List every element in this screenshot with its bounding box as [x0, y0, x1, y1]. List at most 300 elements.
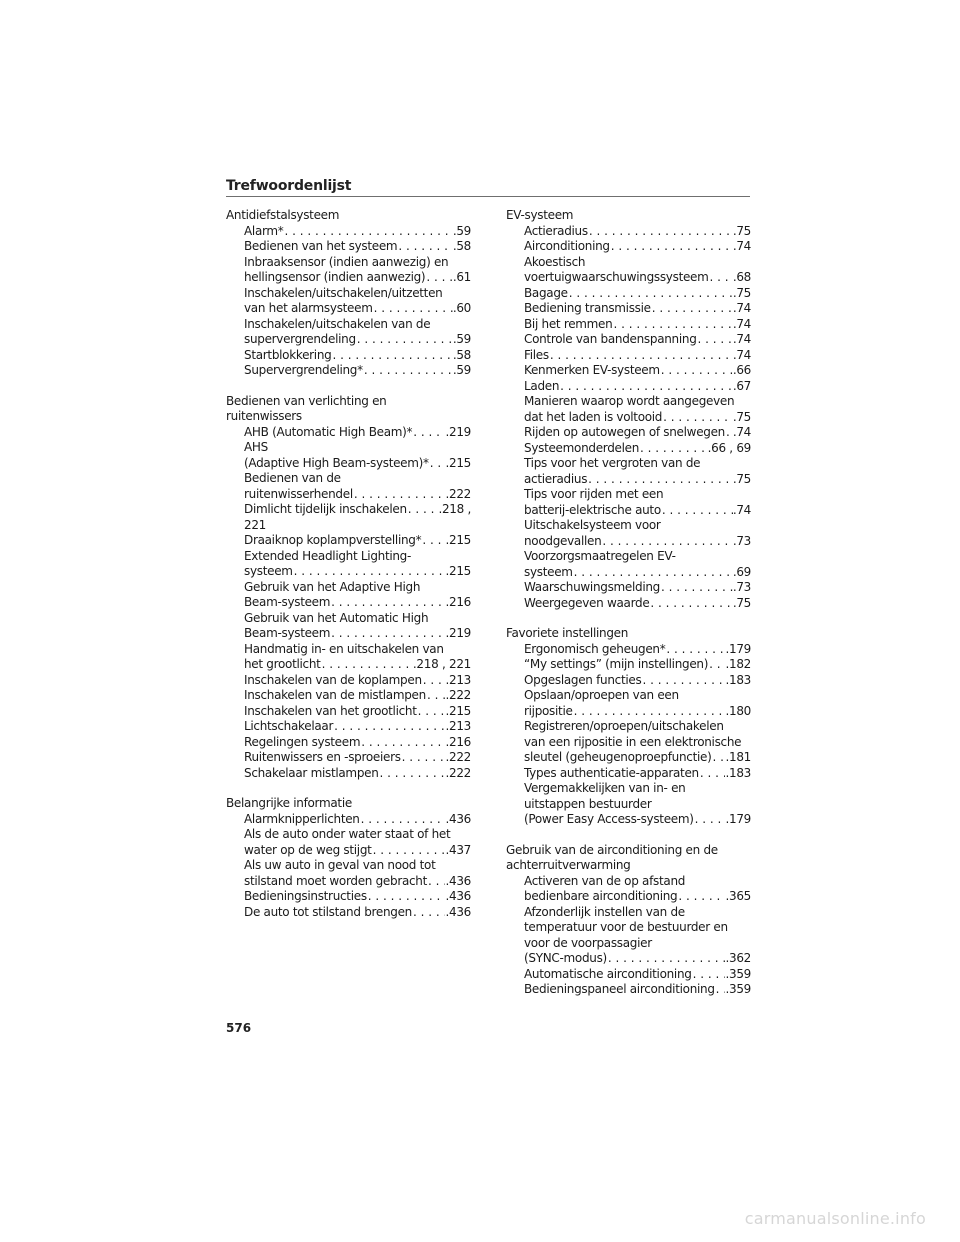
index-page-ref: .179	[725, 641, 751, 656]
index-entry-last-line	[244, 363, 471, 379]
index-page-ref: .75	[732, 471, 751, 486]
index-entry-last-line	[524, 410, 751, 426]
index-entry-text: Ruitenwissers en -sproeiers	[244, 750, 401, 764]
index-entry-text: voertuigwaarschuwingssysteem	[524, 270, 709, 284]
dot-leader	[641, 673, 725, 689]
index-entry-text: Ergonomisch geheugen*	[524, 641, 666, 656]
index-entry-line: Voorzorgsmaatregelen EV-	[524, 549, 676, 563]
index-entry-text: batterij-elektrische auto	[524, 502, 661, 517]
index-page-ref: .436	[445, 811, 471, 826]
index-entry-text: Bedieningspaneel airconditioning	[524, 982, 715, 996]
dot-leader	[426, 688, 446, 704]
index-entry	[226, 425, 471, 441]
index-entry-last-line	[244, 704, 471, 720]
index-heading: Antidiefstalsysteem	[226, 208, 340, 222]
dot-leader	[559, 379, 733, 395]
index-entry-last-line	[524, 967, 751, 983]
index-entry-line: uitstappen bestuurder	[524, 796, 652, 811]
index-entry	[506, 518, 751, 549]
index-entry	[506, 657, 751, 673]
index-entry-text: supervergrendeling	[244, 332, 356, 346]
dot-leader	[401, 750, 446, 766]
index-entry-text: (Adaptive High Beam-systeem)*	[244, 455, 429, 470]
index-entry-last-line	[524, 657, 751, 673]
dot-leader	[649, 596, 732, 612]
index-entry-text: stilstand moet worden gebracht	[244, 873, 428, 888]
index-entry-last-line	[524, 224, 751, 240]
index-entry-text: Types authenticatie-apparaten	[524, 765, 699, 780]
index-page-ref: .74	[732, 425, 751, 439]
index-entry-text: Actieradius	[524, 223, 588, 238]
index-entry	[226, 766, 471, 782]
index-entry	[506, 874, 751, 905]
index-entry	[506, 549, 751, 580]
index-entry-last-line	[524, 441, 751, 457]
index-entry-last-line	[524, 812, 751, 828]
index-entry	[226, 611, 471, 642]
index-entry-last-line	[524, 503, 751, 519]
index-heading: Gebruik van de airconditioning en de	[506, 842, 718, 857]
dot-leader	[333, 719, 445, 735]
index-page-ref: .218 , 221	[412, 657, 471, 671]
index-entry-last-line	[244, 270, 471, 286]
index-entry-line: Akoestisch	[524, 254, 586, 269]
index-entry-text: Schakelaar mistlampen	[244, 765, 379, 780]
index-entry	[506, 363, 751, 379]
dot-leader	[665, 642, 725, 658]
index-page-ref: .75	[732, 223, 751, 238]
index-heading: Favoriete instellingen	[506, 626, 629, 640]
dot-leader	[660, 580, 733, 596]
index-entry	[226, 239, 471, 255]
index-page-ref: .436	[445, 904, 471, 919]
index-entry-last-line	[244, 750, 471, 766]
watermark: carmanualsonline.info	[744, 1209, 926, 1228]
index-page-ref: .73	[732, 580, 751, 594]
index-page-ref: .58	[452, 239, 471, 253]
index-entry-line: Activeren van de op afstand	[524, 873, 686, 888]
index-page-ref-continued: 221	[244, 517, 267, 532]
dot-leader	[660, 363, 733, 379]
index-group	[506, 626, 751, 828]
index-entry-last-line	[244, 719, 471, 735]
index-entry-text: Weergegeven waarde	[524, 595, 650, 610]
index-entry	[226, 440, 471, 471]
index-page-ref: .74	[732, 347, 751, 362]
index-entry	[506, 379, 751, 395]
index-entry	[226, 533, 471, 549]
index-page-ref: .365	[725, 889, 751, 903]
dot-leader	[699, 766, 726, 782]
index-entry	[506, 766, 751, 782]
index-column-left	[226, 208, 471, 935]
index-page-ref: .75	[732, 409, 751, 424]
index-entry-text: Inschakelen van de mistlampen	[244, 688, 426, 702]
index-group	[506, 208, 751, 611]
index-entry-last-line	[524, 534, 751, 550]
dot-leader	[412, 905, 445, 921]
index-page-ref: .359	[725, 982, 751, 996]
index-page-ref: .75	[732, 595, 751, 610]
index-entry-last-line	[524, 889, 751, 905]
index-entry-last-line	[244, 735, 471, 751]
index-entry-text: het grootlicht	[244, 657, 321, 671]
dot-leader	[407, 502, 439, 518]
index-heading: Belangrijke informatie	[226, 796, 352, 810]
index-entry	[506, 394, 751, 425]
index-entry-line: Tips voor rijden met een	[524, 487, 664, 501]
index-entry-text: ruitenwisserhendel	[244, 486, 353, 501]
index-entry	[226, 673, 471, 689]
index-entry	[506, 905, 751, 967]
index-entry-last-line	[244, 301, 471, 317]
index-heading: Bedienen van verlichting en	[226, 393, 387, 408]
index-entry	[226, 348, 471, 364]
index-entry-last-line	[244, 502, 471, 518]
index-entry-text: Automatische airconditioning	[524, 966, 692, 981]
index-entry-line: Tips voor het vergroten van de	[524, 456, 701, 470]
index-heading: achterruitverwarming	[506, 858, 631, 872]
dot-leader	[429, 456, 446, 472]
index-page-ref: .73	[732, 533, 751, 548]
dot-leader	[573, 565, 733, 581]
index-entry-last-line	[524, 301, 751, 317]
index-entry-line: Gebruik van het Adaptive High	[244, 579, 421, 594]
index-entry-text: Lichtschakelaar	[244, 719, 334, 733]
index-page-ref: .222	[445, 750, 471, 764]
index-entry-text: Bedieningsinstructies	[244, 889, 367, 903]
index-entry-line: Registreren/oproepen/uitschakelen	[524, 719, 724, 733]
index-page-ref: .222	[445, 486, 471, 501]
index-entry-last-line	[244, 688, 471, 704]
dot-leader	[360, 735, 445, 751]
index-page-ref: .66 , 69	[707, 440, 751, 455]
index-entry	[506, 688, 751, 719]
index-entry	[226, 549, 471, 580]
index-entry	[506, 224, 751, 240]
index-page-ref: .58	[452, 347, 471, 362]
dot-leader	[692, 967, 726, 983]
index-entry	[226, 471, 471, 502]
dot-leader	[360, 812, 446, 828]
index-entry-last-line	[524, 750, 751, 766]
dot-leader	[725, 425, 733, 441]
page-header	[226, 178, 750, 197]
index-page-ref: .216	[445, 734, 471, 749]
dot-leader	[293, 564, 446, 580]
index-page-ref: .74	[732, 332, 751, 346]
index-entry-text: (Power Easy Access-systeem)	[524, 812, 694, 826]
index-entry-text: Inschakelen van de koplampen	[244, 672, 422, 687]
index-entry-last-line	[524, 580, 751, 596]
index-entry-line: Vergemakkelijken van in- en	[524, 781, 686, 795]
index-entry-text: actieradius	[524, 471, 588, 486]
dot-leader	[651, 301, 733, 317]
index-entry	[506, 719, 751, 766]
index-entry-last-line	[524, 363, 751, 379]
index-entry-last-line	[524, 951, 751, 967]
dot-leader	[284, 224, 453, 240]
index-entry	[506, 441, 751, 457]
dot-leader	[353, 487, 446, 503]
index-entry-line: Gebruik van het Automatic High	[244, 610, 429, 625]
index-entry-last-line	[524, 270, 751, 286]
index-entry-last-line	[244, 626, 471, 642]
index-entry	[226, 704, 471, 720]
index-entry-text: van het alarmsysteem	[244, 301, 373, 315]
index-entry-line: van een rijpositie in een elektronische	[524, 734, 742, 749]
dot-leader	[363, 363, 453, 379]
dot-leader	[372, 843, 446, 859]
index-entry-last-line	[244, 812, 471, 828]
index-entry-last-line	[524, 472, 751, 488]
index-entry-text: Rijden op autowegen of snelwegen	[524, 425, 725, 439]
index-page-ref: .213	[445, 719, 471, 733]
index-entry	[226, 858, 471, 889]
index-entry-line: Bedienen van de	[244, 471, 341, 485]
index-entry	[506, 317, 751, 333]
index-entry-text: sleutel (geheugenoproepfunctie)	[524, 750, 712, 764]
dot-leader	[422, 673, 446, 689]
index-entry	[506, 982, 751, 998]
index-page-ref: .59	[452, 223, 471, 238]
index-entry-line: voor de voorpassagier	[524, 935, 652, 950]
index-entry-line: Uitschakelsysteem voor	[524, 518, 661, 532]
index-entry-last-line	[244, 673, 471, 689]
index-entry-text: Kenmerken EV-systeem	[524, 363, 660, 377]
index-entry	[226, 735, 471, 751]
dot-leader	[639, 441, 708, 457]
index-entry	[506, 286, 751, 302]
dot-leader	[709, 270, 733, 286]
index-page-ref: .215	[445, 564, 471, 578]
index-entry	[506, 255, 751, 286]
index-entry-line: Handmatig in- en uitschakelen van	[244, 641, 444, 656]
dot-leader	[417, 704, 446, 720]
index-entry	[506, 456, 751, 487]
index-entry-last-line	[244, 657, 471, 673]
index-entry-last-line	[524, 766, 751, 782]
index-entry-last-line	[524, 348, 751, 364]
index-page-ref: .61	[452, 270, 471, 284]
index-entry	[506, 239, 751, 255]
index-entry-last-line	[524, 982, 751, 998]
dot-leader	[610, 239, 733, 255]
index-page-ref: .183	[725, 765, 751, 780]
dot-leader	[549, 348, 733, 364]
index-entry	[226, 719, 471, 735]
index-entry-last-line	[244, 766, 471, 782]
index-entry-line: Als uw auto in geval van nood tot	[244, 858, 436, 872]
index-entry-text: Bagage	[524, 285, 568, 300]
index-heading: EV-systeem	[506, 208, 574, 222]
index-entry	[226, 750, 471, 766]
index-entry-text: Bij het remmen	[524, 316, 613, 331]
index-group	[226, 208, 471, 379]
index-entry	[226, 502, 471, 533]
dot-leader	[397, 239, 453, 255]
index-entry-last-line	[244, 595, 471, 611]
index-page-ref: .74	[732, 502, 751, 517]
dot-leader	[715, 982, 726, 998]
index-entry-line: Opslaan/oproepen van een	[524, 688, 679, 702]
index-entry-text: De auto tot stilstand brengen	[244, 904, 412, 919]
index-page-ref: .218 ,	[438, 502, 471, 516]
index-group	[506, 843, 751, 998]
index-page-ref: .69	[732, 564, 751, 579]
index-entry-text: Waarschuwingsmelding	[524, 580, 661, 594]
index-entry-text: Airconditioning	[524, 239, 610, 253]
index-group	[226, 796, 471, 920]
index-entry	[506, 348, 751, 364]
index-page-ref: .60	[452, 301, 471, 315]
index-entry-text: Beam-systeem	[244, 626, 331, 640]
index-entry-text: dat het laden is voltooid	[524, 409, 663, 424]
dot-leader	[373, 301, 453, 317]
index-entry-text: noodgevallen	[524, 533, 602, 548]
index-entry-text: Regelingen systeem	[244, 734, 361, 749]
index-page-ref: .215	[445, 455, 471, 470]
index-entry-text: Draaiknop koplampverstelling*	[244, 533, 422, 547]
dot-leader	[661, 503, 733, 519]
dot-leader	[573, 704, 726, 720]
index-entry-text: systeem	[524, 564, 573, 579]
index-page-ref: .74	[732, 301, 751, 315]
index-entry	[506, 487, 751, 518]
page-number: 576	[226, 1021, 252, 1035]
index-entry	[506, 967, 751, 983]
index-entry-last-line	[244, 889, 471, 905]
dot-leader	[612, 317, 732, 333]
index-entry-text: rijpositie	[524, 703, 573, 718]
index-entry-text: Startblokkering	[244, 347, 332, 362]
index-entry	[506, 781, 751, 828]
index-entry-last-line	[244, 224, 471, 240]
dot-leader	[662, 410, 733, 426]
dot-leader	[367, 889, 446, 905]
dot-leader	[330, 595, 445, 611]
index-entry-text: Alarmknipperlichten	[244, 811, 360, 826]
index-entry	[506, 596, 751, 612]
index-entry-line: Manieren waarop wordt aangegeven	[524, 394, 735, 408]
index-entry	[506, 580, 751, 596]
index-entry-last-line	[244, 348, 471, 364]
index-entry-text: Systeemonderdelen	[524, 440, 640, 455]
dot-leader	[331, 348, 452, 364]
index-entry	[506, 301, 751, 317]
index-page-ref: .215	[445, 533, 471, 547]
index-entry-text: Dimlicht tijdelijk inschakelen	[244, 502, 407, 516]
index-page-ref: .68	[732, 270, 751, 284]
dot-leader	[697, 332, 733, 348]
index-page-ref: .219	[445, 626, 471, 640]
index-entry-last-line	[244, 874, 471, 890]
index-page-ref: .436	[445, 873, 471, 888]
dot-leader	[421, 533, 445, 549]
index-page-ref: .359	[725, 966, 751, 981]
dot-leader	[568, 286, 733, 302]
index-entry-last-line	[524, 286, 751, 302]
index-entry-text: Laden	[524, 378, 560, 393]
index-entry-last-line	[524, 673, 751, 689]
index-entry-last-line	[524, 425, 751, 441]
index-entry-last-line	[244, 533, 471, 549]
index-entry-text: “My settings” (mijn instellingen)	[524, 657, 709, 671]
index-entry	[226, 642, 471, 673]
index-page-ref: .182	[725, 657, 751, 671]
index-entry-text: Beam-systeem	[244, 595, 331, 609]
index-entry-line: Inbraaksensor (indien aanwezig) en	[244, 254, 449, 269]
dot-leader	[712, 750, 726, 766]
index-entry-last-line	[244, 487, 471, 503]
index-entry	[226, 255, 471, 286]
index-entry-text: Supervergrendeling*	[244, 363, 363, 377]
index-entry-text: Files	[524, 347, 549, 362]
index-page-ref: .66	[732, 363, 751, 377]
dot-leader	[379, 766, 446, 782]
index-entry	[506, 642, 751, 658]
index-entry	[226, 827, 471, 858]
index-entry-line: Als de auto onder water staat of het	[244, 827, 451, 841]
index-page-ref: .59	[452, 363, 471, 377]
index-entry	[226, 363, 471, 379]
index-page-ref: .222	[445, 688, 471, 702]
index-page-ref: .436	[445, 889, 471, 903]
index-entry-last-line	[244, 564, 471, 580]
index-entry-text: AHB (Automatic High Beam)*	[244, 424, 413, 439]
index-entry-line: Inschakelen/uitschakelen van de	[244, 316, 431, 331]
index-entry-line: Inschakelen/uitschakelen/uitzetten	[244, 285, 443, 300]
index-entry-last-line	[524, 379, 751, 395]
index-column-right	[506, 208, 751, 1013]
index-entry	[226, 580, 471, 611]
index-entry-last-line	[524, 704, 751, 720]
index-page-ref: .74	[732, 239, 751, 253]
index-entry-text: Controle van bandenspanning	[524, 332, 697, 346]
dot-leader	[677, 889, 725, 905]
index-page-ref: .183	[725, 672, 751, 687]
dot-leader	[587, 472, 733, 488]
dot-leader	[427, 874, 445, 890]
index-entry-text: water op de weg stijgt	[244, 842, 372, 857]
index-entry-text: hellingsensor (indien aanwezig)	[244, 270, 426, 284]
index-group	[226, 394, 471, 782]
index-entry	[506, 673, 751, 689]
index-entry	[506, 332, 751, 348]
index-entry-text: (SYNC-modus)	[524, 951, 607, 965]
dot-leader	[330, 626, 445, 642]
index-entry-last-line	[244, 332, 471, 348]
index-entry-text: bedienbare airconditioning	[524, 889, 678, 903]
index-entry-line: Extended Headlight Lighting-	[244, 548, 412, 563]
index-entry-text: Bedienen van het systeem	[244, 239, 398, 253]
index-entry	[226, 812, 471, 828]
index-entry	[506, 425, 751, 441]
index-entry-text: Opgeslagen functies	[524, 672, 642, 687]
index-entry	[226, 688, 471, 704]
index-entry-text: Bediening transmissie	[524, 301, 651, 315]
index-entry	[226, 286, 471, 317]
index-entry-last-line	[524, 239, 751, 255]
index-entry-line: temperatuur voor de bestuurder en	[524, 920, 728, 934]
index-entry-last-line	[244, 456, 471, 472]
index-page-ref: .74	[732, 316, 751, 331]
index-heading: ruitenwissers	[226, 409, 302, 423]
page-title: Trefwoordenlijst	[226, 178, 352, 194]
dot-leader	[708, 657, 725, 673]
index-page-ref: .219	[445, 424, 471, 439]
dot-leader	[425, 270, 453, 286]
